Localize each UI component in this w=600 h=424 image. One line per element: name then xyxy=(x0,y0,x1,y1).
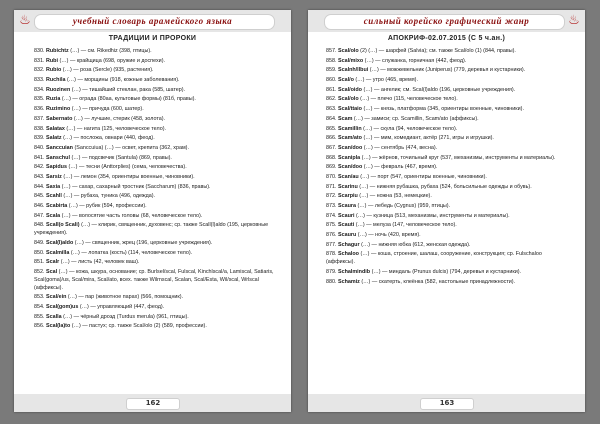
entry-definition: (…) — клирик, священник, духовенс; ср. также Scall(l)aldo (195, церковные учреждения). xyxy=(34,222,269,237)
entry-number: 860. xyxy=(326,77,337,84)
entry-headword: Scal/olo xyxy=(338,96,359,103)
entry-number: 830. xyxy=(34,48,45,54)
entry-definition: (…) — рубаха, туника (496, одежда). xyxy=(63,193,156,200)
running-header: учебный словарь арамейского языка xyxy=(72,16,233,26)
dictionary-entry xyxy=(34,164,275,172)
dictionary-entry xyxy=(326,96,567,104)
dictionary-entries xyxy=(34,48,275,333)
dictionary-entry xyxy=(326,106,567,114)
dictionary-entry xyxy=(34,304,275,312)
entry-number: 864. xyxy=(326,115,337,122)
entry-definition: (…) — ограда (80аа, культовые формы) (81б, правы). xyxy=(61,96,196,103)
left-page xyxy=(14,10,291,412)
dictionary-entry xyxy=(34,155,275,163)
entry-headword: Scal/olo xyxy=(338,48,359,54)
entry-definition: (…) — жёрнов, точильный круг (537, механизмы, инструменты и материалы). xyxy=(361,154,556,161)
dictionary-entry xyxy=(34,259,275,267)
entry-number: 844. xyxy=(34,183,45,190)
entry-definition: (…) — коша, строение, шалаш, сооружение, конструкция; ср. Fulschaloo (аффиксы). xyxy=(326,251,542,266)
entry-definition: (…) — кожа, шкура, основание; ср. Burlsel/scal, Fulscal, Kinchlscal/a, Lamiscal, Satiaris, Scal(goma)/us, Scal/mira, Scal/ato, всех. также Wilrnscal, Scalan, Scal/Esta, Wil/scal, Wrlscal (аффиксы). xyxy=(34,268,274,291)
entry-headword: Sabernato xyxy=(46,115,73,122)
entry-definition: (…) — священник, жрец (196, церковные учреждения). xyxy=(74,239,213,246)
entry-number: 840. xyxy=(34,144,45,151)
entry-number: 874. xyxy=(326,212,337,219)
entry-number: 842. xyxy=(34,164,45,171)
dictionary-entry xyxy=(34,106,275,114)
entry-definition: (…) — рубик (594, профессии). xyxy=(68,203,147,209)
dictionary-entry xyxy=(34,67,275,75)
dictionary-entry xyxy=(34,240,275,248)
entry-headword: Rubi xyxy=(46,57,58,64)
entry-headword: Sapidus xyxy=(46,164,67,171)
dictionary-entry xyxy=(326,269,567,277)
entry-headword: Scalr xyxy=(46,259,60,266)
entry-definition: (…) — листь (42, человек ваш). xyxy=(60,259,140,266)
page-number: 163 xyxy=(439,399,455,407)
entry-number: 880. xyxy=(326,278,337,285)
dictionary-entry xyxy=(34,222,275,238)
entry-definition: (…) — морщины (918, кожные заболевания). xyxy=(66,77,180,84)
entry-number: 859. xyxy=(326,67,337,74)
entry-headword: Scarpiu xyxy=(338,193,358,200)
entry-number: 832. xyxy=(34,67,45,74)
dictionary-entry xyxy=(34,213,275,221)
entry-number: 834. xyxy=(34,86,45,93)
entry-number: 838. xyxy=(34,125,45,132)
dictionary-entry xyxy=(34,269,275,292)
entry-definition: (…) — ангелик; см. Scal(l)aldo (196, церковные учреждения). xyxy=(363,86,516,93)
dictionary-entry xyxy=(34,294,275,302)
entry-definition: (…) — плечо (115, человеческое тело). xyxy=(360,96,458,103)
entry-headword: Schalmindib xyxy=(338,268,371,275)
entry-definition: (Sanccuiua) (…) — освет, крепита (362, храм). xyxy=(74,144,189,151)
dictionary-entry xyxy=(34,135,275,143)
dictionary-entry xyxy=(34,77,275,85)
entry-headword: Scan/doo xyxy=(338,144,363,151)
entry-number: 862. xyxy=(326,96,337,103)
dictionary-entry xyxy=(326,87,567,95)
footer-band xyxy=(308,394,585,412)
entry-definition: (…) — роза (Sercle) (935, растения). xyxy=(62,67,154,74)
entry-definition: (…) — нижняя рубашка, рубаха (524, больсильные одежды и обувь). xyxy=(359,183,532,190)
entry-headword: Salatax xyxy=(46,125,65,132)
entry-headword: Ruzia xyxy=(46,96,61,103)
entry-headword: Scan/au xyxy=(338,173,359,180)
entry-definition: (…) — пастух; ср. также Scal/olo (2) (589, профессии). xyxy=(71,323,207,330)
entry-definition: (…) — крайщица (698, оружие и доспехи). xyxy=(59,57,165,64)
entry-headword: Salatz xyxy=(46,135,62,142)
dictionary-entry xyxy=(34,184,275,192)
entry-headword: Ruzimino xyxy=(46,106,71,113)
entry-number: 835. xyxy=(34,96,45,103)
section-subtitle: АПОКРИФ-02.07.2015 (С 5 ч.ан.) xyxy=(387,35,506,42)
dictionary-entry xyxy=(326,242,567,250)
entry-definition: (…) — кузница (513, механизмы, инструменты и материалы). xyxy=(355,212,510,219)
dictionary-entry xyxy=(34,323,275,331)
section-subtitle: ТРАДИЦИИ И ПРОРОКИ xyxy=(108,35,197,42)
entry-headword: Scala xyxy=(46,212,61,219)
dictionary-entry xyxy=(326,67,567,75)
entry-definition: (…) — порт (547, ориентиры военные, чиновники). xyxy=(360,173,487,180)
entry-number: 872. xyxy=(326,193,337,200)
dictionary-entry xyxy=(326,193,567,201)
flame-emblem-icon: ♨ xyxy=(19,13,31,28)
dictionary-entry xyxy=(326,155,567,163)
entry-definition: (…) — посложа, овнари (440, феод). xyxy=(63,135,155,142)
entry-number: 853. xyxy=(34,294,45,301)
dictionary-entry xyxy=(34,48,275,56)
entry-number: 866. xyxy=(326,135,337,142)
entry-headword: Scam/ato xyxy=(338,135,362,142)
dictionary-entry xyxy=(34,58,275,66)
entry-number: 858. xyxy=(326,57,337,64)
entry-headword: Scanipla xyxy=(338,154,361,161)
entry-headword: Schagur xyxy=(338,241,360,248)
entry-number: 846. xyxy=(34,203,45,209)
entry-number: 854. xyxy=(34,303,45,310)
entry-definition: (…) — управляющий (447, феод). xyxy=(79,303,165,310)
dictionary-entry xyxy=(326,222,567,230)
entry-number: 870. xyxy=(326,173,337,180)
dictionary-entry xyxy=(326,116,567,124)
entry-headword: Scauri xyxy=(338,212,355,219)
dictionary-entry xyxy=(326,164,567,172)
dictionary-entry xyxy=(326,126,567,134)
dictionary-entry xyxy=(34,174,275,182)
entry-headword: Scalmilla xyxy=(46,249,70,256)
entry-definition: (…) — волосятие часть головы (68, человеческое тело). xyxy=(61,212,203,219)
entry-headword: Sanschul xyxy=(46,154,70,161)
dictionary-entry xyxy=(34,126,275,134)
entry-definition: (…) — лучшие, стерик (458, золота). xyxy=(73,115,166,122)
entry-headword: Scauti xyxy=(338,222,355,229)
entry-number: 877. xyxy=(326,241,337,248)
entry-definition: (…) — лопатка (кость) (114, человеческое тело). xyxy=(70,249,193,256)
dictionary-entry xyxy=(326,77,567,85)
entry-headword: Ruozinen xyxy=(46,86,71,93)
entry-headword: Scalla xyxy=(46,313,62,320)
entry-definition: (2) (…) — шарфей (Salvia); см. также Scal/olo (1) (844, правы). xyxy=(360,48,516,54)
page-number: 162 xyxy=(145,399,161,407)
flame-emblem-icon: ♨ xyxy=(568,13,580,28)
right-page xyxy=(308,10,585,412)
entry-definition: (…) — ночь (420, время). xyxy=(357,232,421,239)
entry-number: 833. xyxy=(34,77,45,84)
dictionary-entry xyxy=(326,251,567,267)
entry-definition: (…) — утро (465, время). xyxy=(355,77,418,84)
entry-definition: (…) — мелуза (147, человеческое тело). xyxy=(355,222,457,229)
entry-number: 868. xyxy=(326,154,337,161)
dictionary-entry xyxy=(326,145,567,153)
dictionary-entry xyxy=(326,213,567,221)
entry-number: 848. xyxy=(34,222,45,229)
entry-headword: Scauru xyxy=(338,232,357,239)
entry-headword: Sarsiz xyxy=(46,173,62,180)
entry-headword: Scaura xyxy=(338,203,356,209)
footer-band xyxy=(14,394,291,412)
entry-definition: (…) — миндаль (Prunus dulcis) (794, деревья и кустарники). xyxy=(371,268,521,275)
entry-number: 855. xyxy=(34,313,45,320)
entry-headword: Scall(o Scali) xyxy=(46,222,80,229)
entry-headword: Scam xyxy=(338,115,353,122)
dictionary-entry xyxy=(326,203,567,211)
entry-headword: Scan/doo xyxy=(338,164,363,171)
entry-number: 841. xyxy=(34,154,45,161)
entry-number: 856. xyxy=(34,323,45,330)
entry-headword: Ruchila xyxy=(46,77,66,84)
entry-headword: Scal/o xyxy=(338,77,354,84)
entry-number: 847. xyxy=(34,212,45,219)
entry-definition: (…) — февраль (467, время). xyxy=(363,164,438,171)
entry-number: 873. xyxy=(326,203,337,209)
entry-definition: (…) — тишайший стеклан, рака (585, шатер). xyxy=(71,86,186,93)
dictionary-entry xyxy=(326,135,567,143)
entry-number: 871. xyxy=(326,183,337,190)
dictionary-entry xyxy=(34,250,275,258)
entry-number: 837. xyxy=(34,115,45,122)
entry-number: 878. xyxy=(326,251,337,258)
entry-number: 849. xyxy=(34,239,45,246)
entry-definition: (…) — см. Rikedhiz (398, птицы). xyxy=(70,48,152,54)
entry-number: 843. xyxy=(34,173,45,180)
dictionary-entry xyxy=(326,232,567,240)
dictionary-entry xyxy=(34,87,275,95)
entry-number: 867. xyxy=(326,144,337,151)
dictionary-entry xyxy=(326,48,567,56)
entry-definition: (…) — мим, комедиант, актёр (271, игры и игрушки). xyxy=(363,135,494,142)
entry-number: 869. xyxy=(326,164,337,171)
entry-definition: (…) — нижняя юбка (612, женская одежда). xyxy=(361,241,471,248)
entry-number: 839. xyxy=(34,135,45,142)
entry-headword: Scal/oido xyxy=(338,86,362,93)
dictionary-entries xyxy=(326,48,567,288)
entry-definition: (…) — подсвечик (Santula) (869, правы). xyxy=(71,154,172,161)
entry-definition: (…) — лебедь (Cygnus) (959, птицы). xyxy=(357,203,451,209)
entry-headword: Scal(la)to xyxy=(46,323,71,330)
entry-definition: (…) — замиси; ср. Scamillin, Scam/ato (аффиксы). xyxy=(353,115,479,122)
entry-number: 879. xyxy=(326,268,337,275)
entry-number: 861. xyxy=(326,86,337,93)
entry-definition: (…) — скула (94, человеческое тело). xyxy=(363,125,458,132)
entry-definition: (…) — пар (животное парах) (566, помощник). xyxy=(67,294,184,301)
entry-number: 831. xyxy=(34,57,45,64)
entry-definition: (…) — сахар, сахарный тростник (Saccharum) (836, правы). xyxy=(61,183,211,190)
entry-headword: Sanccuian xyxy=(46,144,73,151)
entry-headword: Saxia xyxy=(46,183,61,190)
entry-number: 876. xyxy=(326,232,337,239)
dictionary-entry xyxy=(34,145,275,153)
dictionary-entry xyxy=(326,174,567,182)
entry-definition: (…) — можжевельник (Juniperus) (779, деревья и кустарники). xyxy=(369,67,526,74)
entry-headword: Schamiz xyxy=(338,278,360,285)
entry-definition: (…) — нагита (125, человеческое тело). xyxy=(66,125,166,132)
entry-number: 852. xyxy=(34,268,45,275)
entry-number: 865. xyxy=(326,125,337,132)
entry-number: 850. xyxy=(34,249,45,256)
entry-number: 836. xyxy=(34,106,45,113)
entry-number: 851. xyxy=(34,259,45,266)
entry-headword: Scal/mixo xyxy=(338,57,364,64)
entry-headword: Scarinu xyxy=(338,183,358,190)
entry-headword: Scal/ein xyxy=(46,294,67,301)
header-band xyxy=(308,10,585,32)
dictionary-entry xyxy=(34,193,275,201)
entry-definition: (…) — скатерть, клеёнка (582, настольные принадлежности). xyxy=(361,278,516,285)
entry-headword: Scal/ttaio xyxy=(338,106,362,113)
dictionary-entry xyxy=(34,116,275,124)
entry-headword: Scal(l)aldo xyxy=(46,239,74,246)
entry-number: 845. xyxy=(34,193,45,200)
running-header: сильный корейско графический жанр xyxy=(363,16,530,26)
entry-definition: (…) — служанка, горничная (442, феод). xyxy=(364,57,467,64)
entry-definition: (…) — ножна (53, немецкие). xyxy=(359,193,432,200)
dictionary-entry xyxy=(34,203,275,211)
entry-definition: (…) — лемон (354, ориентиры военные, чиновники). xyxy=(63,173,195,180)
entry-headword: Scal xyxy=(46,268,58,275)
entry-definition: (…) — князь, платформа (345, ориентиры военные, чиновники). xyxy=(363,106,524,113)
entry-headword: Schaloo xyxy=(338,251,359,258)
entry-headword: Scahll xyxy=(46,193,62,200)
entry-headword: Scal(gom)us xyxy=(46,303,79,310)
entry-number: 857. xyxy=(326,48,337,54)
entry-definition: (…) — причуда (600, шатер). xyxy=(71,106,144,113)
entry-headword: Scabirta xyxy=(46,203,68,209)
entry-headword: Rubio xyxy=(46,67,62,74)
header-band xyxy=(14,10,291,32)
entry-definition: (…) — чёрный дрозд (Turdus merula) (961, птицы). xyxy=(63,313,189,320)
dictionary-entry xyxy=(326,184,567,192)
dictionary-entry xyxy=(34,96,275,104)
entry-definition: (…) — тесни (Anttorplies) (сема, человечества). xyxy=(68,164,187,171)
entry-number: 875. xyxy=(326,222,337,229)
dictionary-entry xyxy=(34,314,275,322)
entry-headword: Scamillin xyxy=(338,125,362,132)
entry-headword: Scalnh/llbui xyxy=(338,67,369,74)
dictionary-entry xyxy=(326,279,567,287)
entry-number: 863. xyxy=(326,106,337,113)
dictionary-entry xyxy=(326,58,567,66)
entry-definition: (…) — сентябрь (474, весна). xyxy=(363,144,438,151)
entry-headword: Rubichtz xyxy=(46,48,69,54)
